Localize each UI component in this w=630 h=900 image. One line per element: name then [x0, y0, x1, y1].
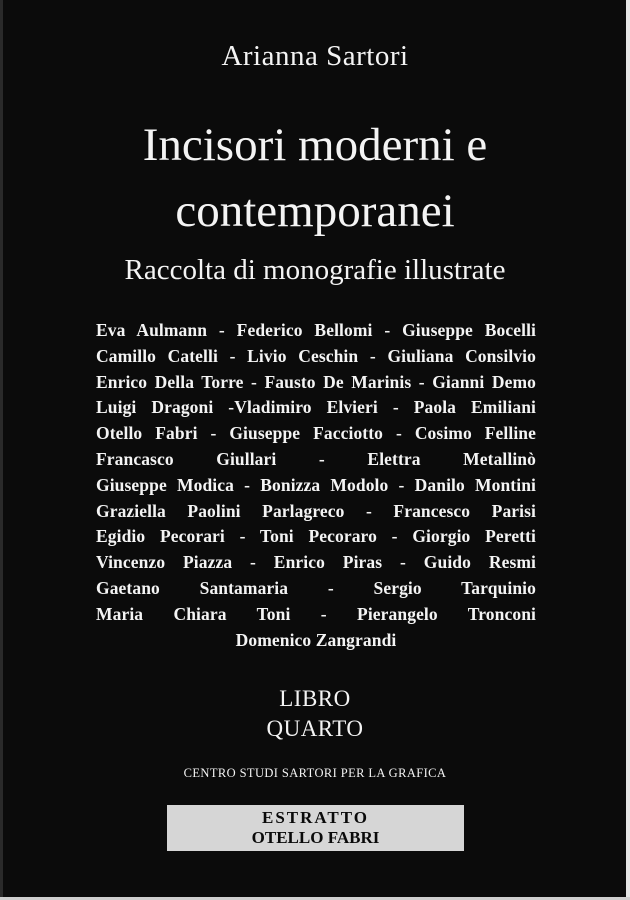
extract-artist-name: OTELLO FABRI — [251, 828, 380, 847]
extract-label: ESTRATTO — [261, 808, 370, 827]
artist-line: Camillo Catelli - Livio Ceschin - Giuliana Consilvio — [96, 345, 536, 366]
artist-line: Gaetano Santamaria - Sergio Tarquinio — [96, 577, 536, 598]
artist-line: Graziella Paolini Parlagreco - Francesco Parisi — [96, 500, 536, 521]
artist-line: Domenico Zangrandi — [235, 629, 397, 650]
artist-line: Eva Aulmann - Federico Bellomi - Giuseppe Bocelli — [96, 320, 536, 340]
volume-label — [0, 684, 630, 744]
artist-line: Enrico Della Torre - Fausto De Marinis - Gianni Demo — [96, 371, 536, 392]
artist-line: Vincenzo Piazza - Enrico Piras - Guido Resmi — [96, 552, 536, 573]
artist-list — [96, 318, 536, 653]
artist-line: Giuseppe Modica - Bonizza Modolo - Danilo Montini — [96, 474, 536, 495]
extract-band — [167, 805, 464, 851]
title-line: Incisori moderni e — [142, 119, 488, 171]
volume-line: QUARTO — [266, 716, 364, 741]
artist-line: Luigi Dragoni -Vladimiro Elvieri - Paola Emiliani — [96, 397, 536, 418]
author-name: Arianna Sartori — [221, 40, 409, 72]
book-title — [0, 112, 630, 244]
title-line: contemporanei — [175, 185, 455, 237]
book-subtitle: Raccolta di monografie illustrate — [124, 254, 506, 286]
artist-line: Egidio Pecorari - Toni Pecoraro - Giorgio Peretti — [96, 526, 536, 547]
volume-line: LIBRO — [279, 686, 351, 711]
artist-line: Francasco Giullari - Elettra Metallinò — [96, 448, 536, 469]
artist-line: Maria Chiara Toni - Pierangelo Tronconi — [96, 603, 536, 624]
artist-line: Otello Fabri - Giuseppe Facciotto - Cosimo Felline — [96, 423, 536, 444]
publisher-name: CENTRO STUDI SARTORI PER LA GRAFICA — [183, 766, 447, 780]
